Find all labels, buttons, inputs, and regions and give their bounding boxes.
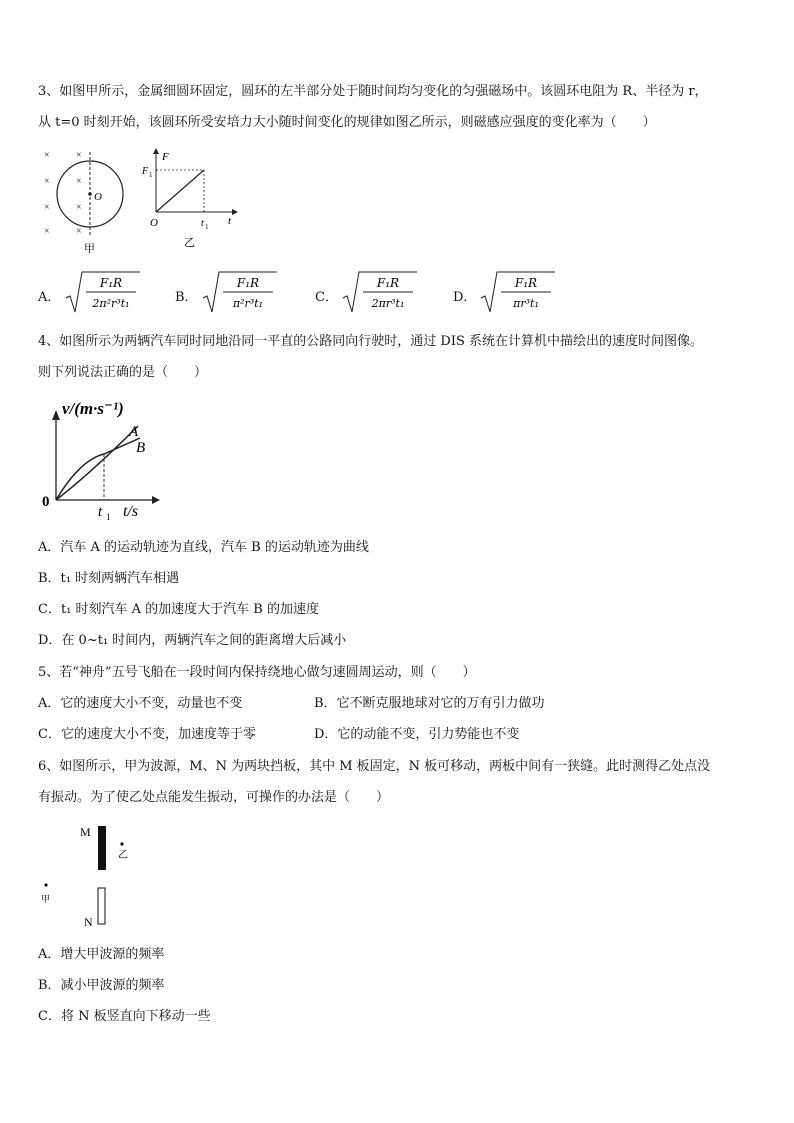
q5-option-a: A．它的速度大小不变，动量也不变	[38, 696, 243, 711]
svg-text:乙: 乙	[184, 237, 195, 249]
svg-text:0: 0	[42, 494, 50, 510]
fraction-denominator: 2πr³t₁	[371, 297, 405, 310]
svg-text:A: A	[129, 424, 139, 440]
q3-option-label: A．	[38, 290, 61, 305]
q6-option-a: A．增大甲波源的频率	[38, 947, 165, 962]
q3-option-formula	[479, 270, 557, 316]
q4-stem-line2: 则下列说法正确的是（ ）	[38, 365, 208, 380]
fraction-numerator: F₁R	[236, 276, 260, 290]
svg-text:t: t	[228, 215, 232, 227]
q4-option-b: B．t₁ 时刻两辆汽车相遇	[38, 571, 180, 586]
svg-text:1: 1	[106, 512, 111, 522]
curve-a	[56, 426, 138, 500]
q5-option-b: B．它不断克服地球对它的万有引力做功	[314, 696, 545, 711]
svg-text:甲: 甲	[41, 894, 51, 904]
q3-option-formula	[341, 270, 419, 316]
svg-text:乙: 乙	[118, 850, 128, 861]
q3-stem-line2: 从 t=0 时刻开始，该圆环所受安培力大小随时间变化的规律如图乙所示，则磁感应强度的变化率为（ ）	[38, 115, 656, 130]
q3-figure-yi	[140, 148, 250, 256]
caption-jia: 甲	[84, 243, 95, 255]
q3-option-formula	[64, 270, 142, 316]
q4-option-c: C．t₁ 时刻汽车 A 的加速度大于汽车 B 的加速度	[38, 602, 319, 617]
q6-option-c: C．将 N 板竖直向下移动一些	[38, 1009, 211, 1024]
svg-text:v/(m·s⁻¹): v/(m·s⁻¹)	[62, 399, 124, 418]
plate-m	[98, 826, 106, 870]
svg-text:O: O	[150, 217, 158, 229]
fraction-numerator: F₁R	[99, 276, 123, 290]
q5-option-c: C．它的速度大小不变，加速度等于零	[38, 727, 256, 742]
q6-option-b: B．减小甲波源的频率	[38, 978, 165, 993]
force-line	[156, 170, 204, 212]
q5-option-d: D．它的动能不变，引力势能也不变	[314, 727, 520, 742]
svg-text:1: 1	[149, 171, 153, 179]
q4-option-a: A．汽车 A 的运动轨迹为直线，汽车 B 的运动轨迹为曲线	[38, 540, 369, 555]
point-yi	[120, 842, 123, 845]
svg-text:t/s: t/s	[123, 503, 139, 520]
q6-wave-figure	[38, 818, 148, 934]
cross-mark: ×	[44, 202, 50, 213]
svg-text:N: N	[84, 915, 93, 929]
plate-n	[98, 888, 105, 924]
cross-mark: ×	[44, 226, 50, 237]
q3-figure-jia	[40, 148, 140, 256]
cross-mark: ×	[76, 176, 82, 187]
q6-stem-line1: 6、如图所示，甲为波源，M、N 为两块挡板，其中 M 板固定，N 板可移动，两板中间有一狭缝。此时测得乙处点没	[38, 759, 711, 774]
svg-text:1: 1	[205, 223, 209, 231]
q3-option-formula	[201, 270, 279, 316]
q4-stem-line1: 4、如图所示为两辆汽车同时同地沿同一平直的公路同向行驶时，通过 DIS 系统在计算机中描绘出的速度时间图像。	[38, 334, 704, 349]
q3-option-label: C．	[315, 290, 338, 305]
q5-stem: 5、若“神舟”五号飞船在一段时间内保持绕地心做匀速圆周运动，则（ ）	[38, 665, 476, 680]
source-jia	[44, 883, 47, 886]
cross-mark: ×	[76, 150, 82, 161]
fraction-denominator: 2π²r³t₁	[92, 297, 130, 310]
cross-mark: ×	[76, 202, 82, 213]
fraction-denominator: π²r³t₁	[232, 297, 264, 310]
q3-stem-line1: 3、如图甲所示，金属细圆环固定，圆环的左半部分处于随时间均匀变化的匀强磁场中。该圆环电阻为 R、半径为 r，	[38, 84, 708, 99]
q4-velocity-graph	[40, 392, 170, 530]
svg-text:F: F	[142, 166, 149, 177]
fraction-numerator: F₁R	[376, 276, 400, 290]
cross-mark: ×	[76, 226, 82, 237]
center-dot	[88, 192, 92, 196]
svg-text:B: B	[136, 440, 146, 456]
cross-mark: ×	[44, 176, 50, 187]
q6-stem-line2: 有振动。为了使乙处点能发生振动，可操作的办法是（ ）	[38, 790, 390, 805]
fraction-numerator: F₁R	[514, 276, 538, 290]
fraction-denominator: πr³t₁	[513, 297, 539, 310]
svg-text:F: F	[162, 151, 169, 163]
center-label: O	[94, 191, 102, 203]
svg-text:t: t	[201, 218, 204, 229]
q4-option-d: D．在 0~t₁ 时间内，两辆汽车之间的距离增大后减小	[38, 633, 347, 648]
svg-text:t: t	[98, 504, 103, 520]
q3-option-label: D．	[453, 290, 477, 305]
q3-option-label: B．	[175, 290, 198, 305]
cross-mark: ×	[44, 150, 50, 161]
svg-text:M: M	[80, 825, 91, 839]
